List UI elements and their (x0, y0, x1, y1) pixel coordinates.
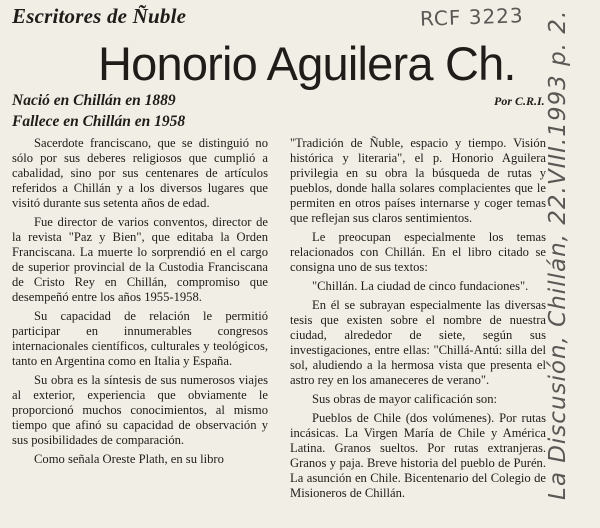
article-title: Honorio Aguilera Ch. (98, 37, 516, 90)
paragraph: Le preocupan especialmente los temas relacionados con Chillán. En el libro citado se consigna uno de sus textos: (290, 230, 546, 274)
birth-death-dates (12, 90, 185, 132)
paragraph: En él se subrayan especialmente las diversas tesis que existen sobre el nombre de nuestra ciudad, alrededor de siete, según sus investigaciones, entre ellas: "Chillá-Antú: silla del sol, aludiendo a la hermosa vista que presenta el astro rey en los amaneceres de verano". (290, 298, 546, 387)
paragraph: "Chillán. La ciudad de cinco fundaciones". (312, 279, 529, 293)
paragraph: Como señala Oreste Plath, en su libro (34, 452, 224, 466)
handwritten-catalog-code: RCF 3223 (419, 3, 525, 31)
section-heading: Escritores de Ñuble (12, 4, 187, 28)
article-column-right (290, 136, 546, 505)
death-line: Fallece en Chillán en 1958 (12, 113, 186, 130)
paragraph: Su obra es la síntesis de sus numerosos viajes al exterior, experiencia que obviamente le proporcionó muchos conocimientos, al mismo tiempo que afinó su capacidad de observación y sus posibilidades de comparación. (12, 373, 268, 447)
paragraph: Sacerdote franciscano, que se distinguió no sólo por sus deberes religiosos que cumplió a cabalidad, sino por sus centenares de artículos referidos a Chillán y a los diversos lugares que visitó durante sus setenta años de edad. (12, 136, 268, 210)
handwritten-source-note: La Discusión, Chillán, 22.VIII.1993 p. 2. (545, 9, 571, 500)
article-column-left (12, 136, 268, 471)
birth-line: Nació en Chillán en 1889 (12, 92, 176, 109)
article-byline: Por C.R.I. (494, 94, 545, 108)
paragraph: Pueblos de Chile (dos volúmenes). Por rutas incásicas. La Virgen María de Chile y América Latina. Granos sueltos. Por rutas extranjeras. Granos y paja. Breve historia del pueblo de Purén. La asunción en Chile. Bicentenario del Colegio de Misioneros de Chillán. (290, 411, 546, 500)
paragraph: "Tradición de Ñuble, espacio y tiempo. Visión histórica y literaria", el p. Honorio Aguilera privilegia en su obra la búsqueda de rutas y pueblos, donde halla solares complacientes que le permiten en otros países internarse y coger temas que reflejan sus claros sentimientos. (290, 136, 546, 225)
paragraph: Sus obras de mayor calificación son: (312, 392, 498, 406)
paragraph: Su capacidad de relación le permitió participar en innumerables congresos internacionales científicos, culturales y teológicos, tanto en Argentina como en Italia y España. (12, 309, 268, 368)
paragraph: Fue director de varios conventos, director de la revista "Paz y Bien", que editaba la Orden Franciscana. La muerte lo sorprendió en el cargo de superior provincial de la Custodia Franciscana de Cristo Rey en Chillán, compromiso que desempeñó entre los años 1955-1958. (12, 215, 268, 304)
